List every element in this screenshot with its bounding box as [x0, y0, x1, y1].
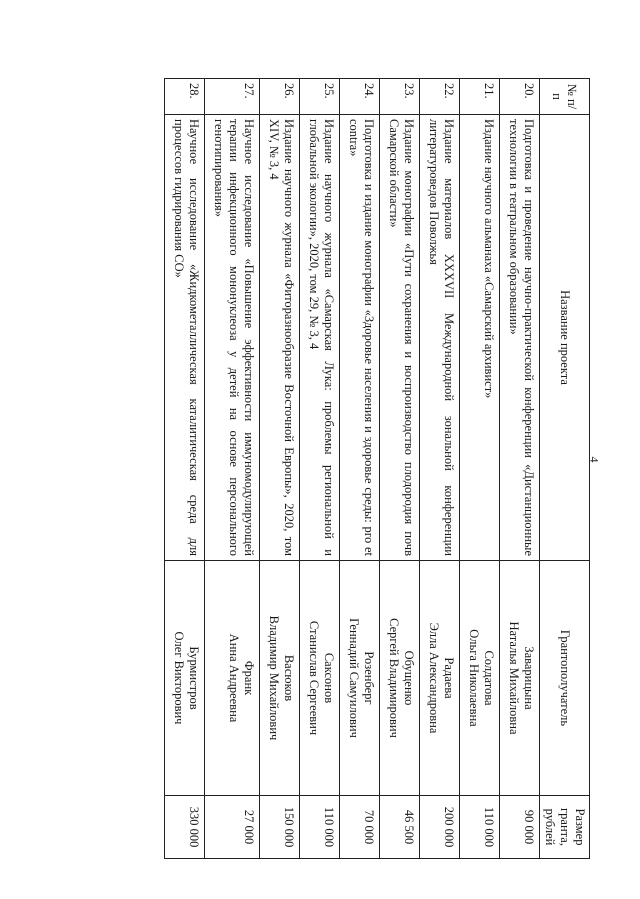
recipient: [420, 561, 460, 796]
recipient: [380, 561, 420, 796]
grant-amount: 110 000: [460, 796, 500, 859]
project-name: Научное исследование «Повышение эффективности иммуномодулирующей терапии инфекционного мононуклеоза у детей на основе персонального генотипирования»: [205, 115, 260, 561]
recipient-surname: Васюков: [282, 654, 296, 702]
row-number: 20.: [500, 79, 540, 115]
recipient: [165, 561, 205, 796]
header-project-name: Название проекта: [540, 115, 590, 561]
project-name: Подготовка и проведение научно-практической конференции «Дистанционные технологии в театральном образовании»: [500, 115, 540, 561]
table-row: [260, 79, 300, 859]
grant-amount: 150 000: [260, 796, 300, 859]
recipient-surname: Бурмистров: [187, 646, 201, 710]
recipient-given-names: Ольга Николаевна: [467, 629, 481, 727]
recipient: [500, 561, 540, 796]
recipient: [300, 561, 340, 796]
table-row: [205, 79, 260, 859]
row-number: 28.: [165, 79, 205, 115]
recipient: [205, 561, 260, 796]
recipient-given-names: Наталья Михайловна: [507, 621, 521, 735]
recipient-given-names: Владимир Михайлович: [267, 615, 281, 741]
recipient-given-names: Станислав Сергеевич: [307, 620, 321, 736]
grant-amount: 70 000: [340, 796, 380, 859]
project-name: Издание монографии «Пути сохранения и воспроизводство плодородия почв Самарской области»: [380, 115, 420, 561]
recipient-given-names: Элла Александровна: [427, 622, 441, 734]
header-number: № п/п: [540, 79, 590, 115]
project-name: Научное исследование «Жидкометаллическая каталитическая среда для процессов гидрирования СО»: [165, 115, 205, 561]
row-number: 24.: [340, 79, 380, 115]
recipient-surname: Солдатова: [482, 650, 496, 706]
grant-amount: 90 000: [500, 796, 540, 859]
recipient-surname: Радаева: [442, 657, 456, 699]
recipient-given-names: Олег Викторович: [172, 631, 186, 725]
grant-amount: 110 000: [300, 796, 340, 859]
project-name: Издание научного журнала «Самарская Лука: проблемы региональной и глобальной экологии», 2020, том 29, № 3, 4: [300, 115, 340, 561]
recipient-given-names: Сергей Владимирович: [387, 618, 401, 738]
grant-amount: 27 000: [205, 796, 260, 859]
recipient-surname: Франк: [242, 660, 256, 696]
row-number: 26.: [260, 79, 300, 115]
recipient: [340, 561, 380, 796]
project-name: Подготовка и издание монографии «Здоровье населения и здоровье среды: pro et contra»: [340, 115, 380, 561]
grants-table: [164, 78, 590, 859]
project-name: Издание научного журнала «Фиторазнообразие Восточной Европы», 2020, том XIV, № 3, 4: [260, 115, 300, 561]
table-row: [300, 79, 340, 859]
grant-amount: 200 000: [420, 796, 460, 859]
grant-amount: 330 000: [165, 796, 205, 859]
header-recipient: Грантополучатель: [540, 561, 590, 796]
rotated-table-container: [164, 78, 590, 858]
table-row: [500, 79, 540, 859]
header-amount: Размер гранта, рублей: [540, 796, 590, 859]
grant-amount: 46 500: [380, 796, 420, 859]
header-row: [540, 79, 590, 859]
table-row: [165, 79, 205, 859]
table-row: [460, 79, 500, 859]
recipient-given-names: Анна Андреевна: [227, 633, 241, 723]
recipient: [460, 561, 500, 796]
table-body: [165, 79, 540, 859]
table-row: [420, 79, 460, 859]
recipient: [260, 561, 300, 796]
project-name: Издание научного альманаха «Самарский архивист»: [460, 115, 500, 561]
recipient-surname: Обущенко: [402, 650, 416, 706]
row-number: 22.: [420, 79, 460, 115]
recipient-surname: Розенберг: [362, 651, 376, 705]
table-row: [380, 79, 420, 859]
table-header: [540, 79, 590, 859]
row-number: 23.: [380, 79, 420, 115]
row-number: 21.: [460, 79, 500, 115]
recipient-surname: Саксонов: [322, 652, 336, 704]
recipient-surname: Заварицына: [522, 646, 536, 710]
page-number: 4: [587, 456, 602, 463]
row-number: 27.: [205, 79, 260, 115]
table-row: [340, 79, 380, 859]
project-name: Издание материалов XXXVII Международной зональной конференции литературоведов Поволжья: [420, 115, 460, 561]
row-number: 25.: [300, 79, 340, 115]
recipient-given-names: Геннадий Самуилович: [347, 618, 361, 738]
